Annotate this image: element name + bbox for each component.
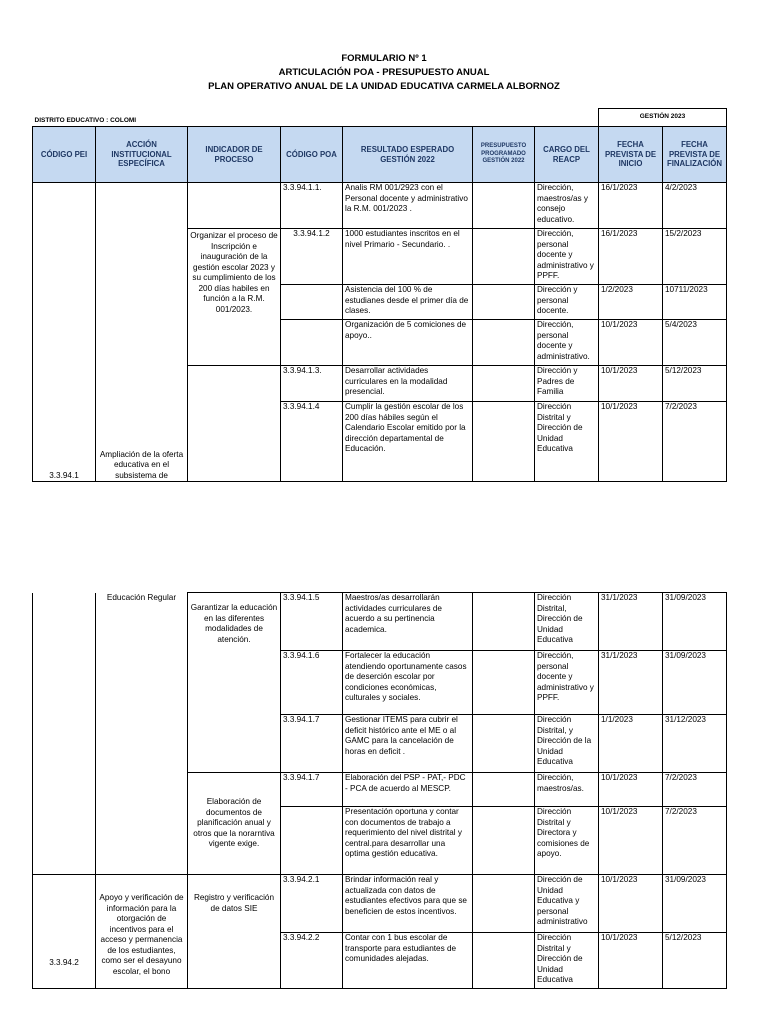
col-accion: ACCIÓN INSTITUCIONAL ESPECÍFICA — [96, 127, 188, 183]
codigo-pei-cell: 3.3.94.1 — [33, 183, 96, 482]
presupuesto-cell — [473, 807, 535, 875]
inicio-cell: 10/1/2023 — [599, 402, 663, 482]
accion-continued: Educación Regular — [106, 592, 177, 602]
inicio-cell: 10/1/2023 — [599, 366, 663, 402]
fin-cell: 5/4/2023 — [663, 320, 727, 366]
codigo-pei-cell: 3.3.94.2 — [33, 875, 96, 989]
cargo-cell: Dirección y Padres de Familia — [535, 366, 599, 402]
presupuesto-cell — [473, 285, 535, 320]
poa-table-page-2 — [32, 592, 727, 989]
codigo-poa-cell: 3.3.94.2.1 — [281, 875, 343, 933]
fin-cell: 31/09/2023 — [663, 593, 727, 651]
codigo-poa-cell: 3.3.94.1.6 — [281, 651, 343, 715]
district-label: DISTRITO EDUCATIVO : COLOMI — [34, 116, 137, 124]
resultado-cell: Cumplir la gestión escolar de los 200 días hábiles según el Calendario Escolar emitido por la dirección departamental de Educación. — [343, 402, 473, 482]
cargo-cell: Dirección, personal docente y administrativo y PPFF. — [535, 651, 599, 715]
inicio-cell: 10/1/2023 — [599, 807, 663, 875]
col-presupuesto: PRESUPUESTO PROGRAMADO GESTIÓN 2022 — [473, 127, 535, 183]
accion-cell — [96, 593, 188, 875]
fin-cell: 5/12/2023 — [663, 933, 727, 989]
cargo-cell: Dirección, maestros/as. — [535, 773, 599, 807]
presupuesto-cell — [473, 773, 535, 807]
codigo-poa-cell — [281, 320, 343, 366]
col-codigo-pei: CÓDIGO PEI — [33, 127, 96, 183]
inicio-cell: 10/1/2023 — [599, 773, 663, 807]
cargo-cell: Dirección Distrital y Directora y comisiones de apoyo. — [535, 807, 599, 875]
cargo-cell: Dirección Distrital, Dirección de Unidad Educativa — [535, 593, 599, 651]
resultado-cell: Brindar información real y actualizada con datos de estudiantes efectivos para que se beneficien de estos incentivos. — [343, 875, 473, 933]
codigo-poa-cell: 3.3.94.1.1. — [281, 183, 343, 229]
codigo-poa-cell: 3.3.94.1.7 — [281, 715, 343, 773]
table-row — [33, 875, 727, 933]
presupuesto-cell — [473, 229, 535, 285]
presupuesto-cell — [473, 875, 535, 933]
cargo-cell: Dirección Distrital y Dirección de Unidad Educativa — [535, 402, 599, 482]
inicio-cell: 10/1/2023 — [599, 320, 663, 366]
inicio-cell: 1/2/2023 — [599, 285, 663, 320]
codigo-poa-cell: 3.3.94.1.7 — [281, 773, 343, 807]
col-cargo: CARGO DEL REACP — [535, 127, 599, 183]
col-resultado: RESULTADO ESPERADO GESTIÓN 2022 — [343, 127, 473, 183]
fin-cell: 4/2/2023 — [663, 183, 727, 229]
indicador-cell: Garantizar la educación en las diferentes modalidades de atención. — [188, 593, 281, 773]
presupuesto-cell — [473, 715, 535, 773]
inicio-cell: 10/1/2023 — [599, 875, 663, 933]
resultado-cell: Organización de 5 comiciones de apoyo.. — [343, 320, 473, 366]
cargo-cell: Dirección Distrital y Dirección de Unidad Educativa — [535, 933, 599, 989]
codigo-poa-cell — [281, 807, 343, 875]
accion-cell: Ampliación de la oferta educativa en el subsistema de — [96, 183, 188, 482]
fin-cell: 5/12/2023 — [663, 366, 727, 402]
form-subtitle: ARTICULACIÓN POA - PRESUPUESTO ANUAL — [278, 67, 490, 78]
fin-cell: 7/2/2023 — [663, 807, 727, 875]
resultado-cell: 1000 estudiantes inscritos en el nivel Primario - Secundario. . — [343, 229, 473, 285]
cargo-cell: Dirección, personal docente y administrativo. — [535, 320, 599, 366]
fin-cell: 10711/2023 — [663, 285, 727, 320]
table-row — [33, 593, 727, 651]
codigo-poa-cell — [281, 285, 343, 320]
poa-table-page-1 — [32, 108, 727, 482]
resultado-cell: Fortalecer la educación atendiendo oportunamente casos de deserción escolar por condiciones económicas, culturales y sociales. — [343, 651, 473, 715]
inicio-cell: 16/1/2023 — [599, 229, 663, 285]
codigo-poa-cell: 3.3.94.1.3. — [281, 366, 343, 402]
resultado-cell: Analis RM 001/2923 con el Personal docente y administrativo la R.M. 001/2023 . — [343, 183, 473, 229]
inicio-cell: 16/1/2023 — [599, 183, 663, 229]
indicador-cell: Organizar el proceso de Inscripción e inauguración de la gestión escolar 2023 y su cumplimiento de los 200 días habiles en función a la R.M. 001/2023. — [188, 229, 281, 366]
form-title: FORMULARIO Nº 1 — [341, 53, 427, 64]
fin-cell: 31/12/2023 — [663, 715, 727, 773]
fin-cell: 7/2/2023 — [663, 773, 727, 807]
presupuesto-cell — [473, 366, 535, 402]
page-1 — [0, 0, 768, 484]
inicio-cell: 10/1/2023 — [599, 933, 663, 989]
accion-cell: Apoyo y verificación de información para la otorgación de incentivos para el acceso y permanencia de los estudiantes, como ser el desayuno escolar, el bono — [96, 875, 188, 989]
presupuesto-cell — [473, 183, 535, 229]
presupuesto-cell — [473, 402, 535, 482]
inicio-cell: 31/1/2023 — [599, 651, 663, 715]
codigo-poa-cell: 3.3.94.1.5 — [281, 593, 343, 651]
fin-cell: 7/2/2023 — [663, 402, 727, 482]
indicador-cell: Elaboración de documentos de planificación anual y otros que la norarntiva vigente exige. — [188, 773, 281, 875]
inicio-cell: 31/1/2023 — [599, 593, 663, 651]
resultado-cell: Elaboración del PSP - PAT,- PDC - PCA de acuerdo al MESCP. — [343, 773, 473, 807]
presupuesto-cell — [473, 933, 535, 989]
indicador-cell: Registro y verificación de datos SIE — [188, 875, 281, 989]
form-titles — [0, 52, 768, 94]
cargo-cell: Dirección y personal docente. — [535, 285, 599, 320]
col-fecha-fin: FECHA PREVISTA DE FINALIZACIÓN — [663, 127, 727, 183]
cargo-cell: Dirección Distrital, y Dirección de la Unidad Educativa — [535, 715, 599, 773]
presupuesto-cell — [473, 593, 535, 651]
cargo-cell: Dirección, personal docente y administrativo y PPFF. — [535, 229, 599, 285]
col-codigo-poa: CÓDIGO POA — [281, 127, 343, 183]
page-2 — [0, 592, 768, 992]
codigo-poa-cell: 3.3.94.2.2 — [281, 933, 343, 989]
inicio-cell: 1/1/2023 — [599, 715, 663, 773]
col-fecha-inicio: FECHA PREVISTA DE INICIO — [599, 127, 663, 183]
presupuesto-cell — [473, 320, 535, 366]
resultado-cell: Desarrollar actividades curriculares en la modalidad presencial. — [343, 366, 473, 402]
resultado-cell: Contar con 1 bus escolar de transporte para estudiantes de comunidades alejadas. — [343, 933, 473, 989]
resultado-cell: Presentación oportuna y contar con documentos de trabajo a requerimiento del nivel distrital y central.para desarrollar una optima gestión educativa. — [343, 807, 473, 875]
codigo-poa-cell: 3.3.94.1.4 — [281, 402, 343, 482]
presupuesto-cell — [473, 651, 535, 715]
fin-cell: 31/09/2023 — [663, 651, 727, 715]
gestion-label: GESTIÓN 2023 — [599, 109, 727, 127]
cargo-cell: Dirección, maestros/as y consejo educativo. — [535, 183, 599, 229]
table-row — [33, 183, 727, 229]
header-row — [33, 127, 727, 183]
resultado-cell: Asistencia del 100 % de estudianes desde el primer día de clases. — [343, 285, 473, 320]
col-indicador: INDICADOR DE PROCESO — [188, 127, 281, 183]
resultado-cell: Gestionar ITEMS para cubrir el deficit histórico ante el ME o al GAMC para la cancelación de horas en deficit . — [343, 715, 473, 773]
cargo-cell: Dirección de Unidad Educativa y personal administrativo — [535, 875, 599, 933]
fin-cell: 31/09/2023 — [663, 875, 727, 933]
plan-title: PLAN OPERATIVO ANUAL DE LA UNIDAD EDUCATIVA CARMELA ALBORNOZ — [208, 81, 560, 92]
resultado-cell: Maestros/as desarrollarán actividades curriculares de acuerdo a su pertinencia academica. — [343, 593, 473, 651]
fin-cell: 15/2/2023 — [663, 229, 727, 285]
codigo-poa-cell: 3.3.94.1.2 — [281, 229, 343, 285]
